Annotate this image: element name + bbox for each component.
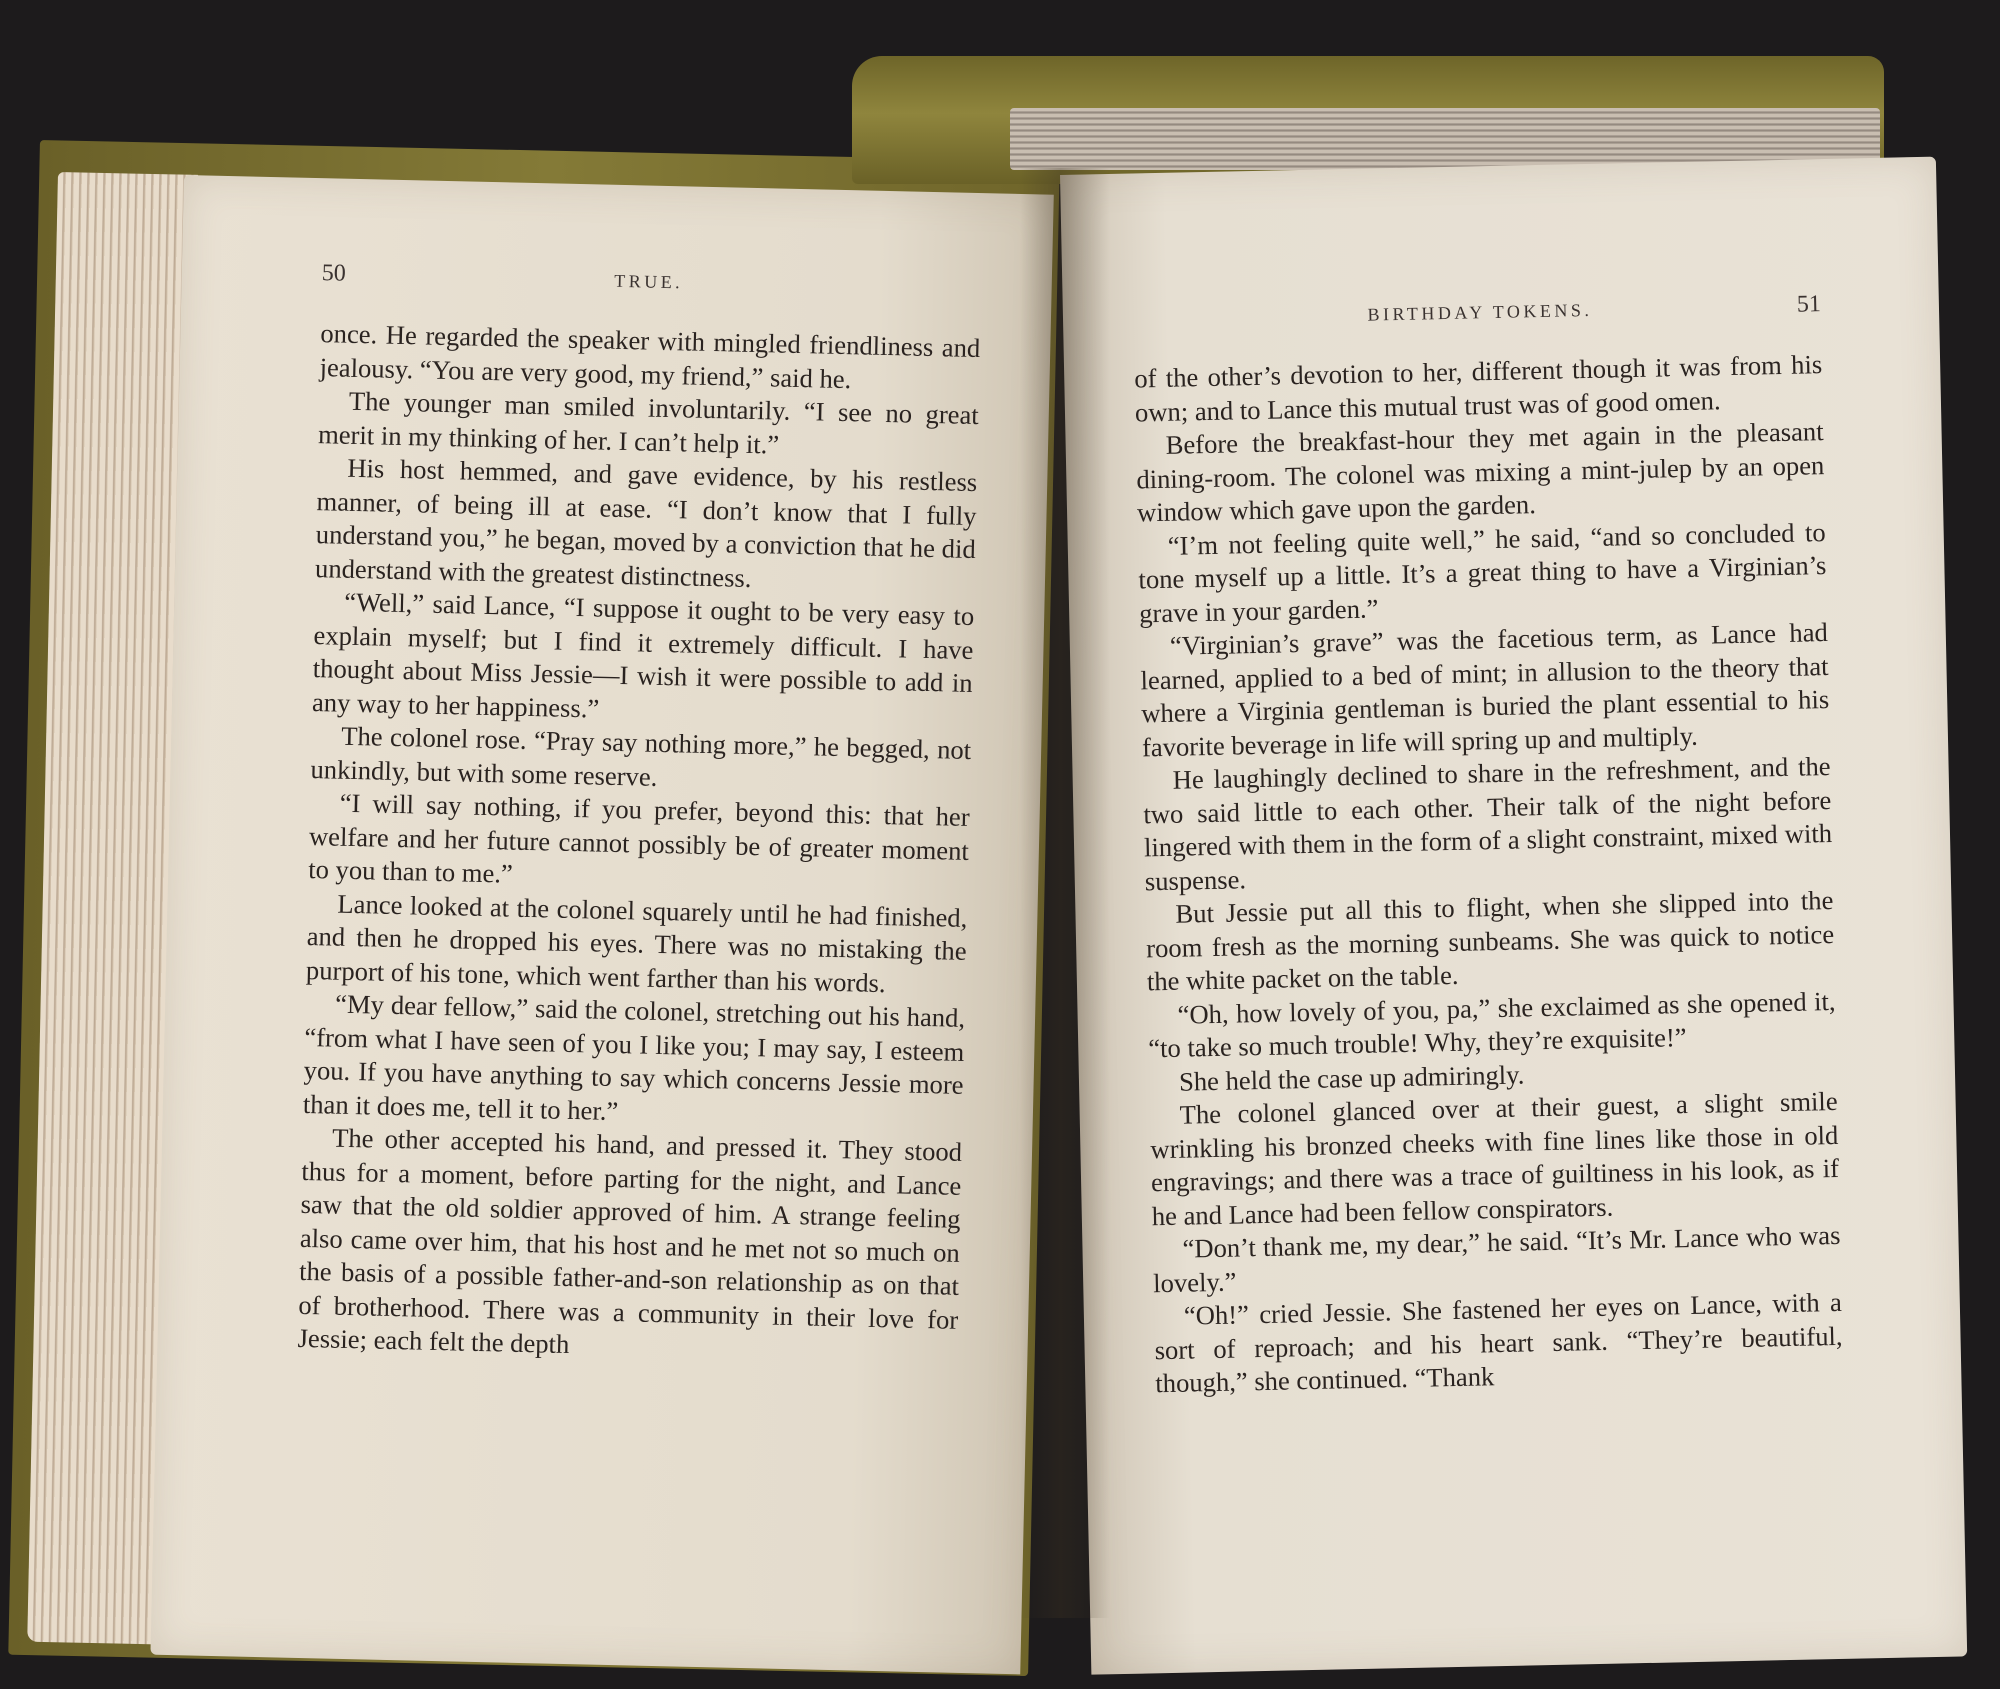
right-page-number: 51 bbox=[1796, 291, 1822, 318]
paragraph: His host hemmed, and gave evidence, by his restless manner, of being ill at ease. “I don’t know that I fully understand you,” he began, moved by a conviction that he did understand with the greatest distinctness. bbox=[314, 452, 978, 593]
paragraph: of the other’s devotion to her, different though it was from his own; and to Lance this mutual trust was of good omen. bbox=[1133, 349, 1823, 427]
paragraph: “I will say nothing, if you prefer, beyond this: that her welfare and her future cannot possibly be of greater moment to you than to me.” bbox=[307, 787, 970, 889]
right-running-title: BIRTHDAY TOKENS. bbox=[1367, 299, 1593, 325]
left-page-number: 50 bbox=[321, 260, 347, 287]
paragraph: “Oh, how lovely of you, pa,” she exclaimed as she opened it, “to take so much trouble! Why, they’re exquisite!” bbox=[1147, 985, 1836, 1064]
paragraph: The other accepted his hand, and pressed it. They stood thus for a moment, before parting for the night, and Lance saw that the old soldier approved of him. A strange feeling also came over him, that his host and he met not so much on the basis of a possible father-and-son relationship as on that of brotherhood. There was a community in their love for Jessie; each felt the depth bbox=[297, 1122, 963, 1360]
paragraph: “Oh!” cried Jessie. She fastened her eyes on Lance, with a sort of reproach; and his heart sank. “They’re beautiful, though,” she continued. “Thank bbox=[1154, 1286, 1843, 1399]
paragraph: once. He regarded the speaker with mingled friendliness and jealousy. “You are very good, my friend,” said he. bbox=[319, 318, 981, 394]
paragraph: Lance looked at the colonel squarely until he had finished, and then he dropped his eyes. There was no mistaking the purport of his tone, which went farther than his words. bbox=[305, 888, 968, 998]
left-running-title: TRUE. bbox=[613, 270, 684, 293]
paragraph: The colonel glanced over at their guest, a slight smile wrinkling his bronzed cheeks with fine lines like those in old engravings; and there was a trace of guiltiness in his look, as if he and Lance had been fellow conspirators. bbox=[1150, 1085, 1840, 1231]
paragraph: “I’m not feeling quite well,” he said, “and so concluded to tone myself up a little. It’s a great thing to have a Virginian’s grave in your garden.” bbox=[1138, 516, 1827, 628]
paragraph: The younger man smiled involuntarily. “I see no great merit in my thinking of her. I can’t help it.” bbox=[317, 385, 980, 460]
right-page bbox=[1060, 157, 1967, 1675]
paragraph: Before the breakfast-hour they met again in the pleasant dining-room. The colonel was mixing a mint-julep by an open window which gave upon the garden. bbox=[1136, 416, 1825, 528]
paragraph: “Well,” said Lance, “I suppose it ought to be very easy to explain myself; but I find it extremely difficult. I have thought about Miss Jessie—I wish it were possible to add in any way to her happiness.” bbox=[311, 586, 975, 724]
left-page bbox=[150, 175, 1053, 1674]
right-running-head bbox=[1133, 291, 1821, 332]
left-running-head bbox=[321, 260, 981, 302]
paragraph: “Don’t thank me, my dear,” he said. “It’s Mr. Lance who was lovely.” bbox=[1152, 1219, 1841, 1298]
spine-gutter bbox=[1020, 168, 1110, 1618]
paragraph: “My dear fellow,” said the colonel, stretching out his hand, “from what I have seen of you I like you; I may say, I esteem you. If you have anything to say which concerns Jessie more than it does me, tell it to her.” bbox=[302, 988, 966, 1126]
paragraph: He laughingly declined to share in the refreshment, and the two said little to each other. Their talk of the night before lingered with them in the form of a slight constraint, mixed with suspense. bbox=[1143, 750, 1833, 896]
paragraph: The colonel rose. “Pray say nothing more,” he begged, not unkindly, but with some reserve. bbox=[310, 720, 972, 792]
paragraph: She held the case up admiringly. bbox=[1178, 1058, 1525, 1097]
paragraph: But Jessie put all this to flight, when she slipped into the room fresh as the morning sunbeams. She was quick to notice the white packet on the table. bbox=[1145, 884, 1835, 997]
paragraph: “Virginian’s grave” was the facetious term, as Lance had learned, applied to a bed of mint; in allusion to the theory that where a Virginia gentleman is buried the plant essential to his favorite beverage in life will spring up and multiply. bbox=[1140, 617, 1830, 762]
